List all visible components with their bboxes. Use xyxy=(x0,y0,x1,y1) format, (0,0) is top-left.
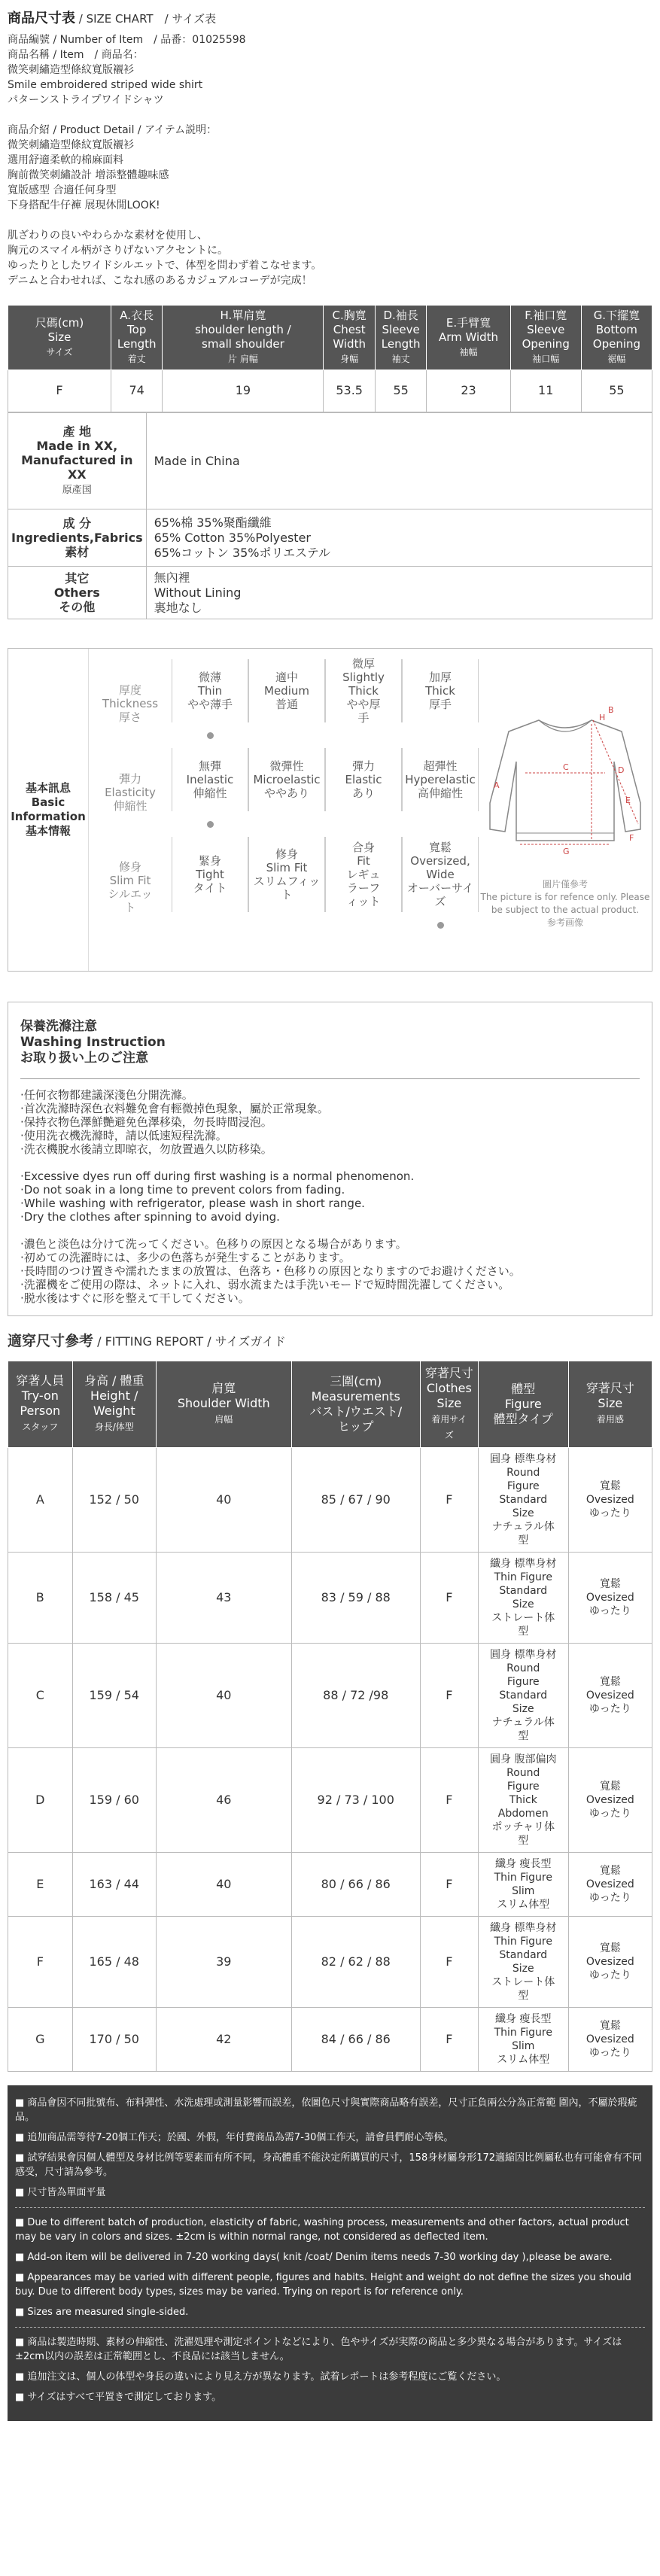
size-col-sleeve-opening: F.袖口寬 Sleeve Opening 袖口幅 xyxy=(510,306,581,370)
thickness-marker xyxy=(172,722,248,748)
note-en: ■ Add-on item will be delivered in 7-20 working days( knit /coat/ Denim items needs 7-30 working day ),please be aware. xyxy=(15,2251,613,2263)
fitting-cell-shoulder: 40 xyxy=(156,1852,291,1916)
fitting-row xyxy=(8,1447,652,1552)
fitting-cell-size: F xyxy=(420,1447,478,1552)
fitting-row xyxy=(8,1916,652,2007)
fitting-cell-figure: 纖身 標準身材 Thin Figure Standard Size ストレート体 型 xyxy=(478,1916,568,2007)
diagram-letter: E xyxy=(625,795,631,806)
size-col-shoulder: H.單肩寬 shoulder length / small shoulder 片 肩幅 xyxy=(163,306,324,370)
fitting-cell-trial: 寬鬆 Ovesized ゆったり xyxy=(568,1916,652,2007)
fabric-row xyxy=(8,509,652,567)
product-detail xyxy=(8,123,652,213)
fitting-cell-trial: 寬鬆 Ovesized ゆったり xyxy=(568,2007,652,2071)
fitting-subtitle: / FITTING REPORT / サイズガイド xyxy=(93,1334,286,1349)
elastic-option: 微彈性 Microelastic ややあり xyxy=(248,748,325,811)
size-col-arm: E.手臂寬 Arm Width 袖幅 xyxy=(427,306,510,370)
fitting-cell-size: F xyxy=(420,2007,478,2071)
elastic-option: 超彈性 Hyperelastic 高伸縮性 xyxy=(402,748,479,811)
origin-head: 產 地 Made in XX, Manufactured in XX 原產国 xyxy=(8,413,147,509)
washing-en: ‧Excessive dyes run off during first washing is a normal phenomenon. ‧Do not soak in a long time to prevent colors from fading. ‧While washing with refrigerator, please wash in short range. ‧Dry the clothes after spinning to avoid dying. xyxy=(20,1169,415,1224)
fabric-head: 成 分 Ingredients,Fabrics 素材 xyxy=(8,509,147,567)
fit-col-clothes-size: 穿著尺寸 Clothes Size 着用サイ ズ xyxy=(420,1361,478,1447)
other-row xyxy=(8,567,652,619)
fitting-cell-shoulder: 42 xyxy=(156,2007,291,2071)
size-cell: 55 xyxy=(375,370,426,412)
fitting-cell-hw: 165 / 48 xyxy=(72,1916,156,2007)
fitting-cell-trial: 寬鬆 Ovesized ゆったり xyxy=(568,1552,652,1643)
fitting-cell-figure: 纖身 標準身材 Thin Figure Standard Size ストレート体 型 xyxy=(478,1552,568,1643)
fitting-cell-figure: 圓身 標準身材 Round Figure Standard Size ナチュラル体 型 xyxy=(478,1643,568,1747)
fit-option: 修身 Slim Fit スリムフィッ ト xyxy=(248,837,325,912)
divider xyxy=(15,2207,645,2208)
fitting-cell-shoulder: 46 xyxy=(156,1747,291,1852)
washing-jp: ‧濃色と淡色は分けて洗ってください。色移りの原因となる場合があります。 ‧初めての洗濯時には、多少の色落ちが発生することがあります。 ‧長時間のつけ置きや濡れたままの放置は、色落ち・色移りの原因となりますのでお避けください。 ‧洗濯機をご使用の際は、ネットに入れ、弱水流または手洗いモードで短時間洗濯してください。 ‧脱水後はすぐに形を整えて干してください。 xyxy=(20,1237,521,1306)
thickness-label: 厚度 Thickness 厚さ xyxy=(102,683,159,725)
fitting-cell-hw: 158 / 45 xyxy=(72,1552,156,1643)
diagram-letter: D xyxy=(618,765,625,776)
basic-information xyxy=(8,648,652,972)
elastic-label: 彈力 Elasticity 伸縮性 xyxy=(105,772,156,814)
fitting-cell-hw: 170 / 50 xyxy=(72,2007,156,2071)
fitting-cell-meas: 92 / 73 / 100 xyxy=(291,1747,420,1852)
detail-line: 下身搭配牛仔褲 展現休閒LOOK! xyxy=(8,199,160,212)
fitting-cell-size: F xyxy=(420,1916,478,2007)
product-line: 微笑刺繡造型條紋寬版襯衫 xyxy=(8,64,134,77)
product-info-table xyxy=(8,412,652,619)
fitting-table-header xyxy=(8,1361,652,1447)
fitting-cell-meas: 84 / 66 / 86 xyxy=(291,2007,420,2071)
diagram-letter: B xyxy=(608,705,614,716)
fitting-row xyxy=(8,2007,652,2071)
elastic-option: 彈力 Elastic あり xyxy=(325,748,402,811)
thickness-option: 微厚 Slightly Thick やや厚 手 xyxy=(325,659,402,722)
jp-line: ゆったりとしたワイドシルエットで、体型を問わず着こなせます。 xyxy=(8,260,322,272)
fitting-cell-person: A xyxy=(8,1447,73,1552)
divider xyxy=(15,2327,645,2328)
fitting-cell-person: G xyxy=(8,2007,73,2071)
product-identity xyxy=(8,32,652,108)
detail-line: 商品介紹 / Product Detail / アイテム説明： xyxy=(8,124,217,137)
elastic-marker xyxy=(172,811,248,837)
fitting-cell-size: F xyxy=(420,1747,478,1852)
size-cell: 19 xyxy=(163,370,324,412)
divider xyxy=(20,1078,640,1079)
size-cell: 55 xyxy=(581,370,652,412)
fitting-cell-person: E xyxy=(8,1852,73,1916)
fit-col-person: 穿著人員 Try-on Person スタッフ xyxy=(8,1361,73,1447)
fitting-cell-meas: 82 / 62 / 88 xyxy=(291,1916,420,2007)
washing-title: 保養洗滌注意 Washing Instruction お取り扱い上のご注意 xyxy=(20,1019,166,1066)
thickness-marker xyxy=(402,722,479,748)
diagram-caption: 圖片僅參考 The picture is for refence only. Please be subject to the actual product. 参考画像 xyxy=(480,879,650,929)
detail-line: 寬版感型 合適任何身型 xyxy=(8,184,117,197)
fitting-cell-trial: 寬鬆 Ovesized ゆったり xyxy=(568,1747,652,1852)
fabric-value: 65%棉 35%聚酯纖維 65% Cotton 35%Polyester 65%コットン 35%ポリエステル xyxy=(146,509,652,567)
fitting-row xyxy=(8,1747,652,1852)
fitting-row xyxy=(8,1552,652,1643)
fitting-cell-hw: 152 / 50 xyxy=(72,1447,156,1552)
size-col-chest: C.胸寬 Chest Width 身幅 xyxy=(324,306,375,370)
thickness-marker xyxy=(248,722,325,748)
note-en: ■ Appearances may be varied with different people, figures and habits. Height and weight do not define the sizes you should buy. Due to different body types, sizes may be varied. Trying on report is for reference only. xyxy=(15,2271,631,2298)
fitting-cell-person: F xyxy=(8,1916,73,2007)
fitting-cell-meas: 88 / 72 /98 xyxy=(291,1643,420,1747)
note-jp: ■ サイズはすべて平置きで測定しております。 xyxy=(15,2391,222,2403)
diagram-letter: C xyxy=(563,762,569,773)
fitting-header xyxy=(8,1331,652,1352)
fit-marker xyxy=(172,912,248,938)
selected-dot-icon xyxy=(207,732,214,739)
garment-diagram xyxy=(479,649,652,971)
notes-panel xyxy=(8,2085,652,2421)
basic-info-grid xyxy=(89,649,479,971)
size-table-header xyxy=(8,306,652,370)
thickness-option: 適中 Medium 普通 xyxy=(248,659,325,722)
fitting-cell-size: F xyxy=(420,1643,478,1747)
fit-marker xyxy=(402,912,479,938)
size-table xyxy=(8,305,652,412)
elastic-marker xyxy=(325,811,402,837)
fitting-cell-size: F xyxy=(420,1852,478,1916)
jp-line: 胸元のスマイル柄がさりげないアクセントに。 xyxy=(8,245,229,257)
origin-row xyxy=(8,413,652,509)
jp-line: 肌ざわりの良いやわらかな素材を使用し、 xyxy=(8,230,208,242)
note-zh: ■ 試穿結果會因個人體型及身材比例等要素而有所不同，身高體重不能決定所購買的尺寸，158身材屬身形172適縮因比例屬私也有可能會有不同感受，尺寸請為參考。 xyxy=(15,2152,643,2178)
chart-subtitle: / SIZE CHART / サイズ表 xyxy=(75,12,217,26)
fit-marker xyxy=(325,912,402,938)
chart-title: 商品尺寸表 xyxy=(8,11,75,26)
fitting-cell-meas: 85 / 67 / 90 xyxy=(291,1447,420,1552)
size-col-sleeve: D.袖長 Sleeve Length 袖丈 xyxy=(375,306,426,370)
elastic-marker xyxy=(248,811,325,837)
fitting-cell-figure: 纖身 瘦長型 Thin Figure Slim スリム体型 xyxy=(478,2007,568,2071)
origin-value: Made in China xyxy=(146,413,652,509)
product-line: 商品名稱 / Item / 商品名： xyxy=(8,49,144,62)
fit-col-trial-size: 穿著尺寸 Size 着用感 xyxy=(568,1361,652,1447)
fit-option: 合身 Fit レギュ ラーフ ィット xyxy=(325,837,402,912)
note-zh: ■ 商品會因不同批號布、布料彈性、水洗處理或測量影響而誤差，依圖色尺寸與實際商品略有誤差，尺寸正負兩公分為正常範 圍內，不屬於瑕疵品。 xyxy=(15,2097,637,2123)
diagram-letter: G xyxy=(563,847,570,857)
fitting-cell-size: F xyxy=(420,1552,478,1643)
selected-dot-icon xyxy=(207,821,214,828)
fit-col-shoulder: 肩寬 Shoulder Width 肩幅 xyxy=(156,1361,291,1447)
note-en: ■ Sizes are measured single-sided. xyxy=(15,2306,189,2318)
thickness-option: 微薄 Thin やや薄手 xyxy=(172,659,248,722)
fitting-cell-meas: 80 / 66 / 86 xyxy=(291,1852,420,1916)
elastic-option: 無彈 Inelastic 伸縮性 xyxy=(172,748,248,811)
washing-instructions xyxy=(8,1002,652,1316)
fitting-cell-person: B xyxy=(8,1552,73,1643)
fitting-cell-figure: 纖身 瘦長型 Thin Figure Slim スリム体型 xyxy=(478,1852,568,1916)
fitting-row xyxy=(8,1643,652,1747)
size-cell: 53.5 xyxy=(324,370,375,412)
fit-option: 緊身 Tight タイト xyxy=(172,837,248,912)
fitting-cell-shoulder: 43 xyxy=(156,1552,291,1643)
fitting-title: 適穿尺寸參考 xyxy=(8,1333,94,1350)
sweater-diagram-icon xyxy=(479,690,652,878)
fitting-cell-hw: 159 / 60 xyxy=(72,1747,156,1852)
fit-marker xyxy=(248,912,325,938)
fitting-cell-hw: 163 / 44 xyxy=(72,1852,156,1916)
fitting-cell-hw: 159 / 54 xyxy=(72,1643,156,1747)
product-line: Smile embroidered striped wide shirt xyxy=(8,79,203,92)
fitting-cell-person: D xyxy=(8,1747,73,1852)
fitting-cell-figure: 圓身 腹部偏肉 Round Figure Thick Abdomen ポッチャリ体 型 xyxy=(478,1747,568,1852)
detail-line: 選用舒適柔軟的棉麻面料 xyxy=(8,154,123,167)
detail-line: 微笑刺繡造型條紋寬版襯衫 xyxy=(8,139,134,152)
fitting-cell-shoulder: 40 xyxy=(156,1447,291,1552)
product-line: パターンストライプワイドシャツ xyxy=(8,94,164,107)
note-jp: ■ 商品は製造時期、素材の伸縮性、洗濯処理や測定ポイントなどにより、色やサイズが実際の商品と多少異なる場合があります。サイズは±2cm以内の誤差は正常範囲とし、不良品には該当しません。 xyxy=(15,2336,622,2362)
fitting-cell-figure: 圓身 標準身材 Round Figure Standard Size ナチュラル体 型 xyxy=(478,1447,568,1552)
other-value: 無內裡 Without Lining 裏地なし xyxy=(146,567,652,619)
washing-zh: ‧任何衣物都建議深淺色分開洗滌。 ‧首次洗滌時深色衣料難免會有輕微掉色現象，屬於正常現象。 ‧保持衣物色澤鮮艷避免色澤移染，勿長時間浸泡。 ‧使用洗衣機洗滌時，請以低速短程洗滌。 ‧洗衣機脫水後請立即晾衣，勿放置過久以防移染。 xyxy=(20,1088,329,1157)
fit-col-height-weight: 身高 / 體重 Height / Weight 身長/体型 xyxy=(72,1361,156,1447)
chart-header xyxy=(8,0,652,28)
diagram-letter: F xyxy=(629,833,634,844)
diagram-letter: H xyxy=(599,713,606,723)
japanese-description xyxy=(8,228,652,288)
fitting-row xyxy=(8,1852,652,1916)
product-line: 商品編號 / Number of Item / 品番：01025598 xyxy=(8,34,246,47)
note-jp: ■ 追加注文は、個人の体型や身長の違いにより見え方が異なります。試着レポートは参考程度にご覧ください。 xyxy=(15,2371,506,2383)
size-cell: F xyxy=(8,370,111,412)
diagram-letter: A xyxy=(494,780,500,791)
note-en: ■ Due to different batch of production, elasticity of fabric, washing process, measurements and other factors, actual product may be vary in colors and sizes. ±2cm is within normal range, not considered as deflected item. xyxy=(15,2216,629,2243)
note-zh: ■ 尺寸皆為單面平量 xyxy=(15,2186,106,2198)
jp-line: デニムと合わせれば、こなれ感のあるカジュアルコーデが完成！ xyxy=(8,275,312,287)
size-col-size: 尺碼(cm) Size サイズ xyxy=(8,306,111,370)
elastic-marker xyxy=(402,811,479,837)
note-zh: ■ 追加商品需等待7-20個工作天；於國、外假，年付費商品為需7-30個工作天，請會員們耐心等候。 xyxy=(15,2131,454,2143)
fitting-cell-shoulder: 39 xyxy=(156,1916,291,2007)
thickness-option: 加厚 Thick 厚手 xyxy=(402,659,479,722)
selected-dot-icon xyxy=(437,922,444,929)
fit-col-measurements: 三圍(cm) Measurements バスト/ウエスト/ ヒップ xyxy=(291,1361,420,1447)
size-col-bottom: G.下擺寬 Bottom Opening 裾幅 xyxy=(581,306,652,370)
fit-option: 寬鬆 Oversized, Wide オーバーサイ ズ xyxy=(402,837,479,912)
other-head: 其它 Others その他 xyxy=(8,567,147,619)
detail-line: 胸前微笑刺繡設計 增添整體趣味感 xyxy=(8,169,169,182)
basic-info-title: 基本訊息 Basic Information 基本情報 xyxy=(8,649,89,971)
thickness-marker xyxy=(325,722,402,748)
size-col-top-length: A.衣長 Top Length 着丈 xyxy=(111,306,162,370)
fit-col-figure: 體型 Figure 體型タイプ xyxy=(478,1361,568,1447)
size-cell: 74 xyxy=(111,370,162,412)
size-cell: 23 xyxy=(427,370,510,412)
size-row xyxy=(8,370,652,412)
fitting-cell-shoulder: 40 xyxy=(156,1643,291,1747)
fitting-table xyxy=(8,1361,652,2072)
fit-label: 修身 Slim Fit シルエッ ト xyxy=(108,860,153,915)
fitting-cell-trial: 寬鬆 Ovesized ゆったり xyxy=(568,1643,652,1747)
fitting-cell-trial: 寬鬆 Ovesized ゆったり xyxy=(568,1447,652,1552)
fitting-cell-trial: 寬鬆 Ovesized ゆったり xyxy=(568,1852,652,1916)
size-cell: 11 xyxy=(510,370,581,412)
fitting-cell-meas: 83 / 59 / 88 xyxy=(291,1552,420,1643)
fitting-cell-person: C xyxy=(8,1643,73,1747)
